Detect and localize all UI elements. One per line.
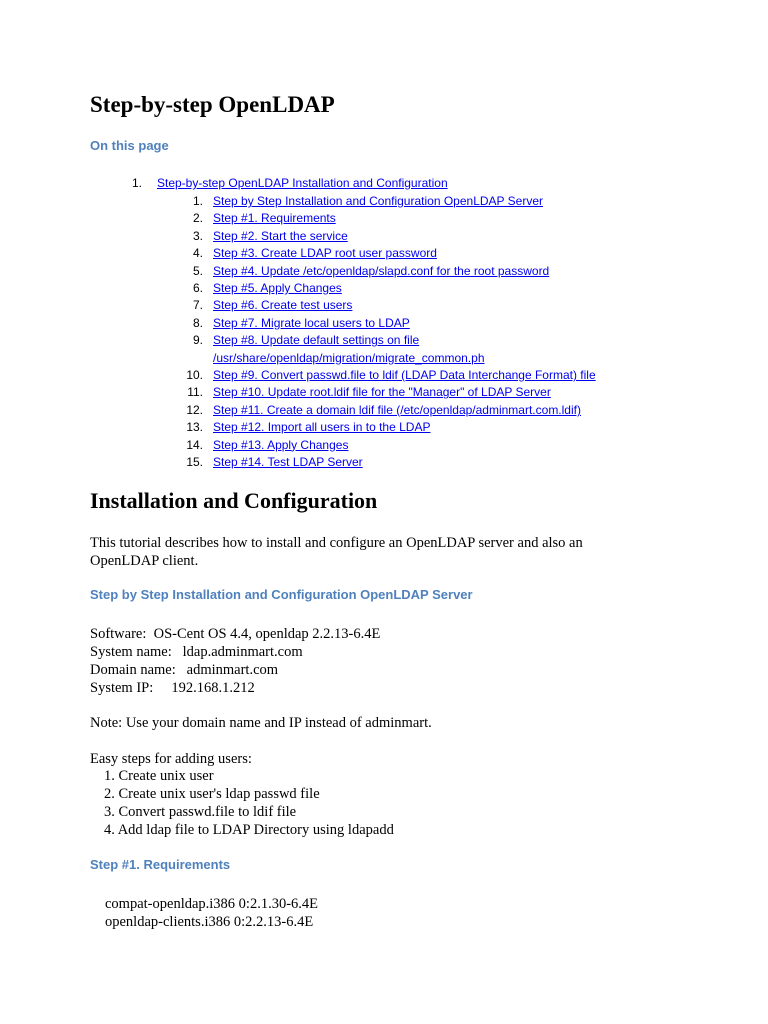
page-title: Step-by-step OpenLDAP (90, 92, 335, 117)
toc-link[interactable]: Step #11. Create a domain ldif file (/etc/openldap/adminmart.com.ldif) (213, 402, 581, 417)
easy-steps-list (104, 767, 394, 839)
toc-link[interactable]: Step #9. Convert passwd.file to ldif (LDAP Data Interchange Format) file (213, 368, 596, 383)
package-list (105, 895, 318, 931)
toc-link[interactable]: Step #12. Import all users in to the LDAP (213, 420, 431, 435)
toc-item: 10. Step #9. Convert passwd.file to ldif (LDAP Data Interchange Format) file (166, 367, 596, 384)
toc-item: 9. Step #8. Update default settings on file (166, 332, 596, 349)
server-heading: Step by Step Installation and Configuration OpenLDAP Server (90, 587, 473, 602)
package-item: compat-openldap.i386 0:2.1.30-6.4E (105, 896, 319, 912)
list-item: 3. Convert passwd.file to ldif file (104, 804, 297, 820)
toc-link[interactable]: Step #14. Test LDAP Server (213, 455, 363, 470)
toc-item: 4. Step #3. Create LDAP root user password (166, 245, 596, 262)
toc-item: 12. Step #11. Create a domain ldif file (/etc/openldap/adminmart.com.ldif) (166, 402, 596, 419)
toc-link[interactable]: Step #2. Start the service (213, 228, 348, 243)
info-system-ip: System IP: 192.168.1.212 (90, 680, 255, 696)
section-title: Installation and Configuration (90, 488, 378, 513)
toc-sublist (166, 193, 596, 472)
toc-item: 13. Step #12. Import all users in to the LDAP (166, 419, 596, 436)
toc-item: 15. Step #14. Test LDAP Server (166, 454, 596, 471)
toc-link[interactable]: Step #5. Apply Changes (213, 281, 342, 296)
toc-link[interactable]: /usr/share/openldap/migration/migrate_common.ph (213, 350, 485, 365)
note-text: Note: Use your domain name and IP instead of adminmart. (90, 715, 432, 731)
intro-paragraph: This tutorial describes how to install and configure an OpenLDAP server and also an OpenLDAP client. (90, 535, 583, 569)
toc-link[interactable]: Step #10. Update root.ldif file for the "Manager" of LDAP Server (213, 385, 551, 400)
toc-top-number: 1. (132, 176, 143, 190)
toc-item: 14. Step #13. Apply Changes (166, 437, 596, 454)
list-item: 1. Create unix user (104, 768, 214, 784)
requirements-heading: Step #1. Requirements (90, 857, 231, 872)
toc-link[interactable]: Step #13. Apply Changes (213, 437, 349, 452)
toc-link[interactable]: Step by Step Installation and Configuration OpenLDAP Server (213, 194, 543, 208)
toc-top-item (132, 176, 448, 190)
info-software: Software: OS-Cent OS 4.4, openldap 2.2.13-6.4E (90, 626, 381, 642)
toc-top-link[interactable]: Step-by-step OpenLDAP Installation and Configuration (157, 176, 448, 190)
toc-item: 7. Step #6. Create test users (166, 297, 596, 314)
toc-link[interactable]: Step #8. Update default settings on file (213, 333, 420, 348)
toc-item: 5. Step #4. Update /etc/openldap/slapd.conf for the root password (166, 263, 596, 280)
toc-item: 11. Step #10. Update root.ldif file for the "Manager" of LDAP Server (166, 384, 596, 401)
easy-steps-title: Easy steps for adding users: (90, 751, 252, 767)
toc-link[interactable]: Step #6. Create test users (213, 298, 353, 313)
on-this-page-heading: On this page (90, 138, 169, 153)
toc-item: 2. Step #1. Requirements (166, 210, 596, 227)
list-item: 4. Add ldap file to LDAP Directory using ldapadd (104, 822, 394, 838)
list-item: 2. Create unix user's ldap passwd file (104, 786, 320, 802)
toc-item: 3. Step #2. Start the service (166, 228, 596, 245)
toc-item: 6. Step #5. Apply Changes (166, 280, 596, 297)
info-domain-name: Domain name: adminmart.com (90, 662, 279, 678)
toc-item (166, 350, 596, 367)
toc-link[interactable]: Step #4. Update /etc/openldap/slapd.conf for the root password (213, 263, 550, 278)
toc-item: 8. Step #7. Migrate local users to LDAP (166, 315, 596, 332)
toc-link[interactable]: Step #3. Create LDAP root user password (213, 246, 437, 261)
info-system-name: System name: ldap.adminmart.com (90, 644, 303, 660)
toc-link[interactable]: Step #1. Requirements (213, 211, 336, 226)
toc-item: 1. Step by Step Installation and Configuration OpenLDAP Server (166, 193, 596, 210)
toc-link[interactable]: Step #7. Migrate local users to LDAP (213, 315, 410, 330)
package-item: openldap-clients.i386 0:2.2.13-6.4E (105, 914, 314, 930)
